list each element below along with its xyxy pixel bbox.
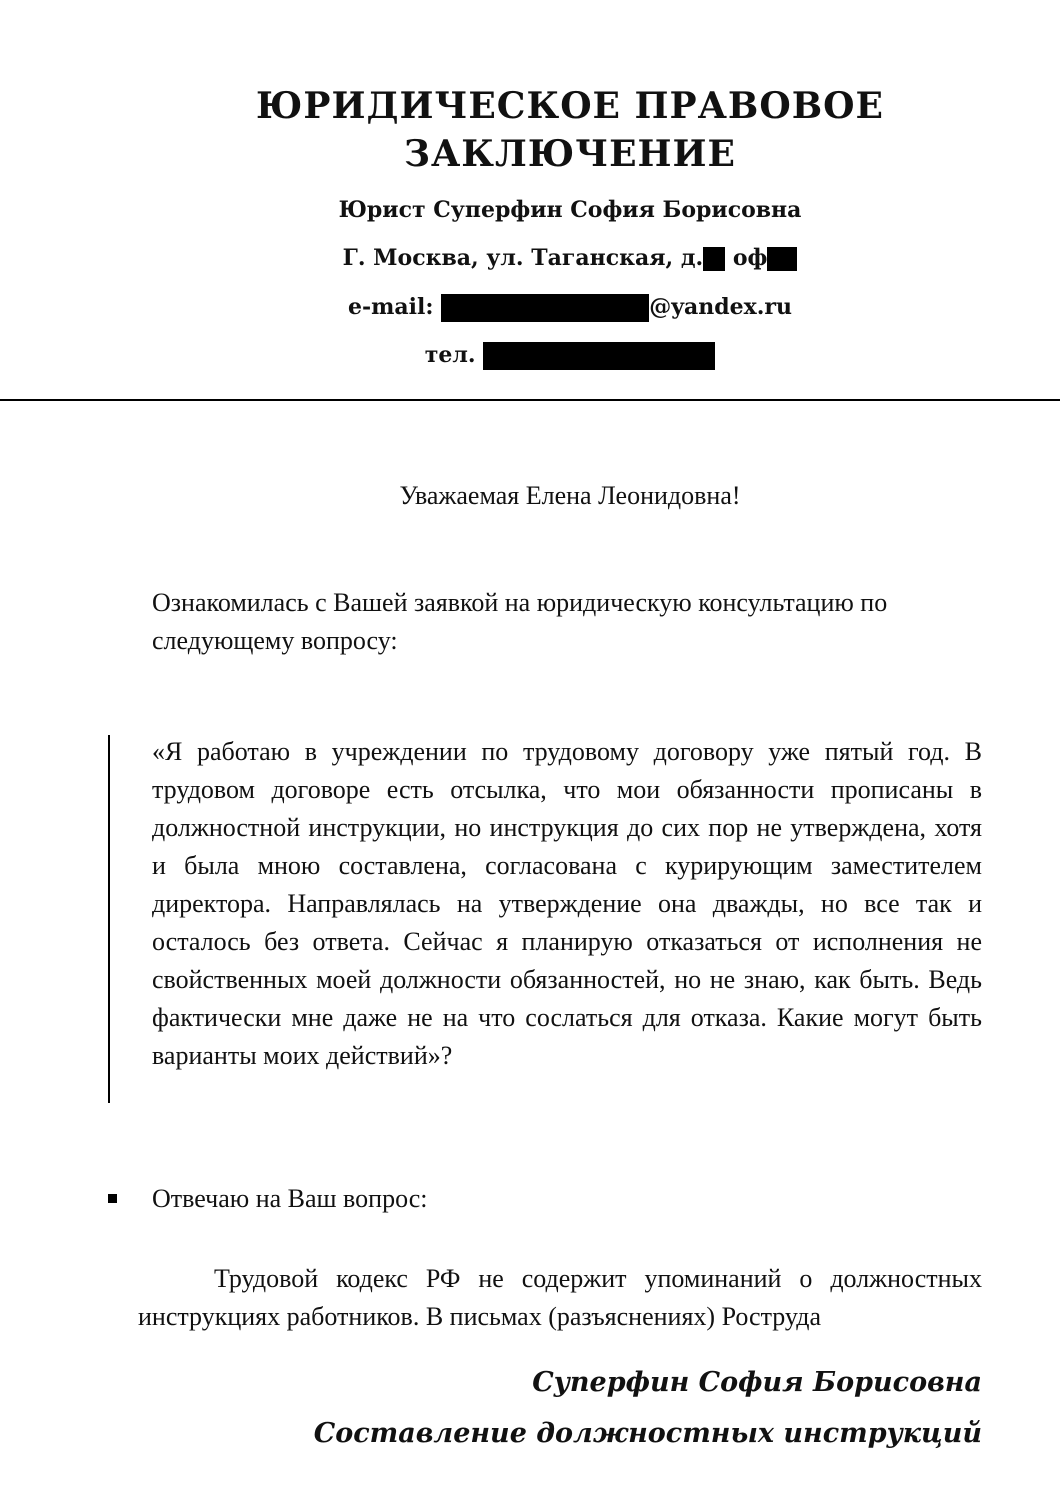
footer-topic: Составление должностных инструкций bbox=[313, 1418, 982, 1449]
document-title-line-1: ЮРИДИЧЕСКОЕ ПРАВОВОЕ bbox=[256, 85, 884, 127]
intro-paragraph: Ознакомилась с Вашей заявкой на юридическую консультацию по следующему вопросу: bbox=[152, 588, 888, 655]
lawyer-phone bbox=[190, 340, 950, 370]
redacted-house-number bbox=[703, 247, 725, 271]
lawyer-email bbox=[190, 292, 950, 322]
address-office-label: оф bbox=[732, 245, 768, 271]
answer-lead: Отвечаю на Ваш вопрос: bbox=[152, 1184, 428, 1213]
answer-paragraph: Трудовой кодекс РФ не содержит упоминаний о должностных инструкциях работников. В письмах (разъяснениях) Роструда bbox=[138, 1264, 982, 1331]
redacted-email-user bbox=[441, 294, 649, 322]
email-domain: @yandex.ru bbox=[649, 294, 792, 320]
greeting: Уважаемая Елена Леонидовна! bbox=[399, 481, 741, 510]
header-divider bbox=[0, 399, 1060, 401]
lawyer-address bbox=[190, 243, 950, 273]
email-label: e-mail: bbox=[348, 294, 434, 320]
phone-label: тел. bbox=[424, 342, 476, 368]
lawyer-name: Юрист Суперфин София Борисовна bbox=[338, 197, 802, 223]
document-title-line-2: ЗАКЛЮЧЕНИЕ bbox=[404, 133, 736, 175]
redacted-office-number bbox=[767, 247, 797, 271]
footer-author: Суперфин София Борисовна bbox=[532, 1367, 982, 1398]
client-question-quote: «Я работаю в учреждении по трудовому договору уже пятый год. В трудовом договоре есть отсылка, что мои обязанности прописаны в должностной инструкции, но инструкция до сих пор не утверждена, хотя и была мною составлена, согласована с курирующим заместителем директора. Направлялась на утверждение она дважды, но все так и осталось без ответа. Сейчас я планирую отказаться от исполнения не свойственных моей должности обязанностей, но не знаю, как быть. Ведь фактически мне даже не на что сослаться для отказа. Какие могут быть варианты моих действий»? bbox=[152, 737, 982, 1070]
redacted-phone-number bbox=[483, 342, 715, 370]
bullet-icon bbox=[108, 1194, 117, 1203]
quote-bar bbox=[108, 735, 110, 1103]
address-text: Г. Москва, ул. Таганская, д. bbox=[342, 245, 704, 271]
